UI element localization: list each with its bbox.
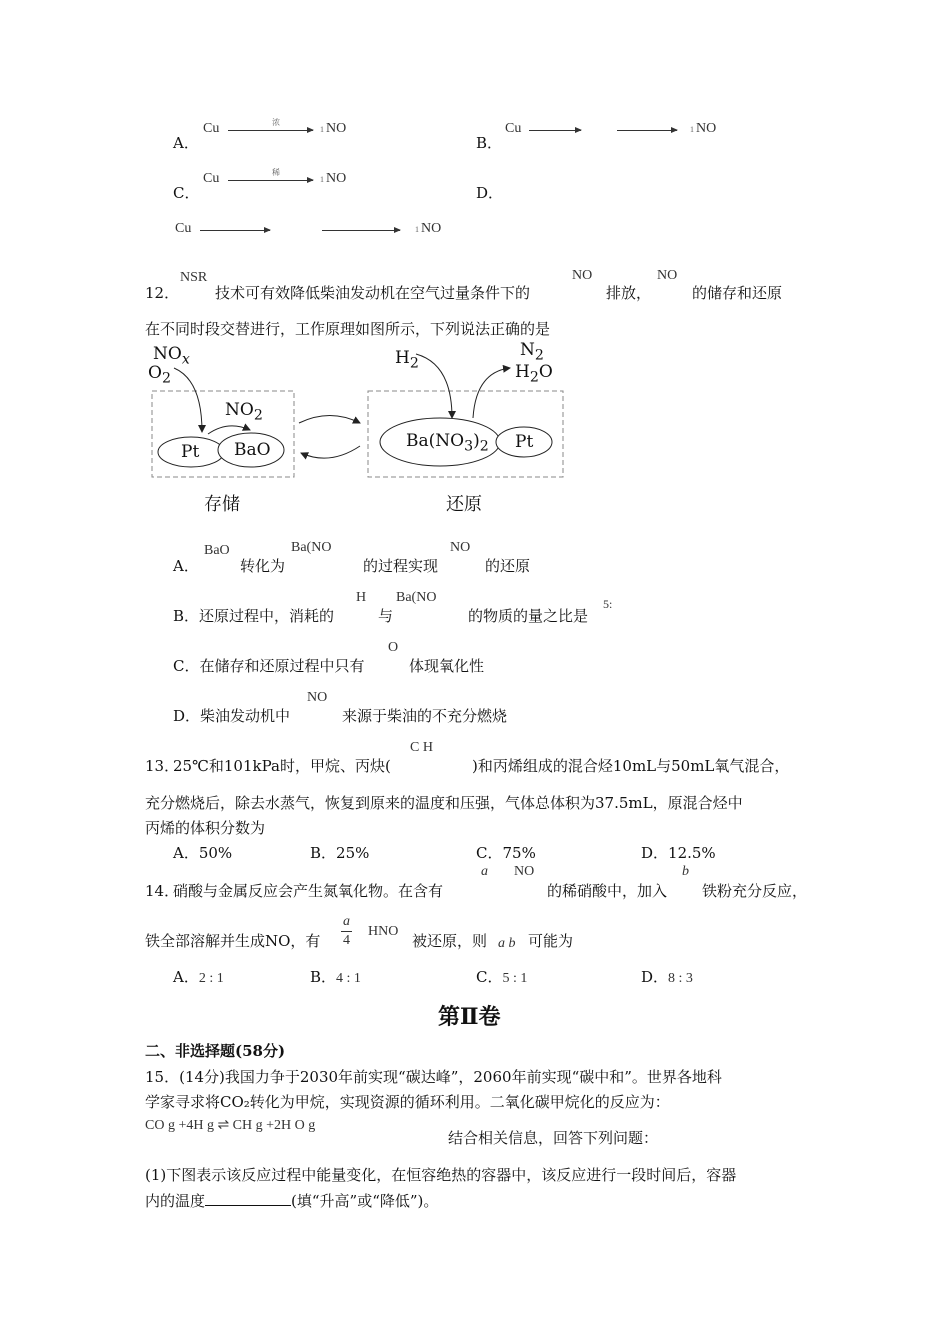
h2-arrow — [416, 354, 452, 418]
q13-opt-c: C．75% — [476, 844, 536, 862]
q11-c-cond: 稀 — [272, 168, 280, 177]
q12-opt-b-t2: 的物质的量之比是 — [468, 607, 589, 625]
q11-option-c: C． — [173, 184, 200, 202]
q11-b-tail: 1 NO — [690, 121, 717, 136]
q11-option-b: B． — [476, 134, 503, 152]
q12-opt-a-t1: 转化为 — [240, 557, 286, 575]
q14-line2a: 铁全部溶解并生成NO，有 — [145, 932, 321, 950]
q15-sub1-line2: 内的温度 (填“升高”或“降低”)。 — [145, 1192, 439, 1210]
q12-text3: 的储存和还原 — [692, 284, 783, 302]
diagram-h2: $H_2$ — [395, 348, 419, 372]
q12-opt-a-f2: Ba(NO — [291, 540, 332, 555]
q14-num: 14． — [145, 882, 180, 900]
q14-line2c: 可能为 — [528, 932, 574, 950]
q11-b-cu: Cu — [505, 121, 522, 136]
q12-opt-c-t1: 体现氧化性 — [409, 657, 485, 675]
q11-d-tail: 1 NO — [415, 221, 442, 236]
q12-opt-d-label: D．柴油发动机中 — [173, 707, 291, 725]
q12-no1: NO — [572, 268, 593, 283]
q12-nsr: NSR — [180, 270, 208, 285]
q12-opt-b-label: B．还原过程中，消耗的 — [173, 607, 335, 625]
q12-opt-a-f1: BaO — [204, 543, 230, 558]
q13-num: 13． — [145, 757, 180, 775]
q14-no3: NO — [514, 864, 535, 879]
diagram-n2: $N_2$ — [520, 340, 544, 364]
q14-a: a — [481, 864, 488, 879]
q12-opt-a-t3: 的还原 — [485, 557, 531, 575]
diagram-bao: BaO — [234, 440, 271, 460]
q14-line2b: 被还原，则 — [412, 932, 488, 950]
section-title: 第Ⅱ卷 — [438, 1004, 501, 1030]
q13-opt-d: D．12.5% — [641, 844, 716, 862]
q14-text3: 铁粉充分反应， — [702, 882, 808, 900]
q14-opt-a: A．2 : 1 — [173, 968, 224, 986]
q14-b: b — [682, 864, 689, 879]
q15-line1: 15．(14分)我国力争于2030年前实现“碳达峰”，2060年前实现“碳中和”。世界各地科 — [145, 1068, 722, 1086]
q12-opt-b-f1: H — [356, 590, 367, 605]
q12-opt-b-f2: Ba(NO — [396, 590, 437, 605]
q12-opt-a-label: A． — [173, 557, 199, 575]
q13-line2: 充分燃烧后，除去水蒸气，恢复到原来的温度和压强，气体总体积为37.5mL，原混合烃中 — [145, 794, 743, 812]
q12-opt-a-t2: 的过程实现 — [363, 557, 439, 575]
q15-line2: 学家寻求将CO₂转化为甲烷，实现资源的循环利用。二氧化碳甲烷化的反应为： — [145, 1093, 670, 1111]
q11-b-arrow1 — [529, 130, 581, 131]
q12-line1: 12． — [145, 284, 180, 302]
q11-c-cu: Cu — [203, 171, 220, 186]
q14-text2: 的稀硝酸中，加入 — [547, 882, 668, 900]
q11-a-cond: 浓 — [272, 118, 280, 127]
q12-line2: 在不同时段交替进行，工作原理如图所示，下列说法正确的是 — [145, 320, 551, 338]
q11-a-arrow — [228, 130, 313, 131]
q12-opt-a-f3: NO — [450, 540, 471, 555]
q11-d-arrow2 — [322, 230, 400, 231]
diagram-bano3: $Ba(NO_3)_2$ — [406, 431, 489, 455]
q12-text2: 排放， — [606, 284, 652, 302]
q11-a-cu: Cu — [203, 121, 220, 136]
nox-arrow — [174, 368, 202, 432]
diagram-nox: $NO_x$ — [153, 344, 190, 368]
diagram-label-reduce: 还原 — [446, 494, 482, 515]
q11-d-arrow1 — [200, 230, 270, 231]
diagram-no2: $NO_2$ — [225, 400, 263, 424]
q11-option-a: A． — [173, 134, 199, 152]
section-heading: 二、非选择题(58分) — [145, 1042, 286, 1060]
answer-blank[interactable] — [205, 1191, 291, 1206]
q11-option-d: D． — [476, 184, 504, 202]
q11-c-tail: 1 NO — [320, 171, 347, 186]
q11-d-cu: Cu — [175, 221, 192, 236]
q14-text1: 硝酸与金属反应会产生氮氧化物。在含有 — [173, 882, 444, 900]
q11-b-arrow2 — [617, 130, 677, 131]
q13-text1: 25℃和101kPa时，甲烷、丙炔( — [173, 757, 391, 775]
q15-sub1-line1: (1)下图表示该反应过程中能量变化，在恒容绝热的容器中，该反应进行一段时间后，容器 — [145, 1166, 737, 1184]
q13-opt-b: B．25% — [310, 844, 370, 862]
q11-c-arrow — [228, 180, 313, 181]
diagram-label-store: 存储 — [204, 494, 240, 515]
q12-opt-b-t1: 与 — [378, 607, 394, 625]
q12-opt-d-f1: NO — [307, 690, 328, 705]
q13-text2: )和丙烯组成的混合烃10mL与50mL氧气混合， — [472, 757, 790, 775]
q14-hno3: HNO — [368, 924, 399, 939]
q14-opt-c: C．5 : 1 — [476, 968, 528, 986]
diagram-h2o: $H_2O$ — [515, 362, 553, 386]
diagram-pt-right: Pt — [515, 432, 534, 452]
q13-c3h4: C H — [410, 740, 433, 755]
q12-opt-d-t1: 来源于柴油的不充分燃烧 — [342, 707, 508, 725]
q15-eq-tail: 结合相关信息，回答下列问题： — [448, 1129, 659, 1147]
q14-frac-bar — [341, 931, 352, 932]
reduce-to-store-arrow — [301, 446, 360, 458]
q13-line3: 丙烯的体积分数为 — [145, 819, 266, 837]
no2-arrow — [208, 426, 250, 434]
q14-opt-b: B．4 : 1 — [310, 968, 361, 986]
q11-a-tail: 1 NO — [320, 121, 347, 136]
diagram-o2: $O_2$ — [148, 363, 171, 387]
q13-opt-a: A．50% — [173, 844, 233, 862]
q12-opt-c-f1: O — [388, 640, 399, 655]
store-to-reduce-arrow — [299, 416, 360, 424]
q12-text1: 技术可有效降低柴油发动机在空气过量条件下的 — [215, 284, 531, 302]
q12-opt-b-f3: 5: — [603, 597, 613, 611]
product-arrow — [473, 368, 510, 418]
q12-opt-c-label: C．在储存和还原过程中只有 — [173, 657, 365, 675]
q14-ab: a b — [498, 936, 516, 951]
q14-frac-num: a — [343, 914, 350, 929]
diagram-pt-left: Pt — [181, 442, 200, 462]
q14-opt-d: D．8 : 3 — [641, 968, 693, 986]
q14-frac-den: 4 — [343, 933, 350, 948]
q12-no2: NO — [657, 268, 678, 283]
q15-equation: CO g +4H g ⇌ CH g +2H O g — [145, 1118, 316, 1133]
